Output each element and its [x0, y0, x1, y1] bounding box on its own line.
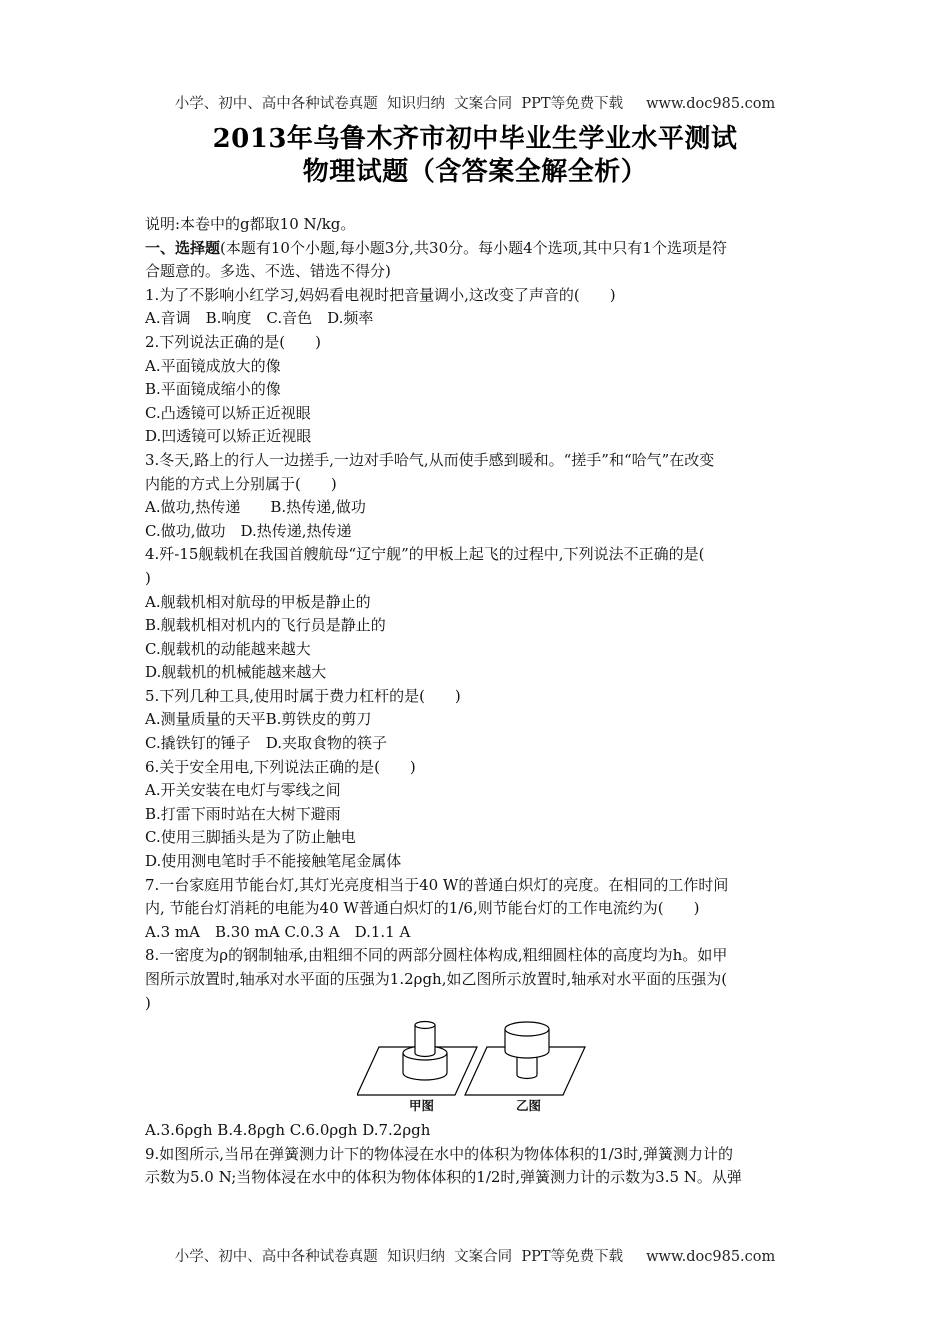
- question-8-cont: 图所示放置时,轴承对水平面的压强为1.2ρgh,如乙图所示放置时,轴承对水平面的压强为(: [145, 970, 728, 988]
- exam-note: 说明:本卷中的g都取10 N/kg。: [145, 215, 356, 233]
- question-1-options: A.音调 B.响度 C.音色 D.频率: [145, 309, 374, 328]
- question-1: 1.为了不影响小红学习,妈妈看电视时把音量调小,这改变了声音的( ): [145, 285, 616, 304]
- question-5-options-ab: A.测量质量的天平B.剪铁皮的剪刀: [145, 710, 372, 729]
- question-4-option-c: C.舰载机的动能越来越大: [145, 639, 311, 658]
- question-5-options-cd: C.撬铁钉的锤子 D.夹取食物的筷子: [145, 734, 387, 753]
- page-footer: 小学、初中、高中各种试卷真题 知识归纳 文案合同 PPT等免费下载 www.doc985.com: [174, 1249, 776, 1265]
- document-subtitle: 物理试题（含答案全解全析）: [302, 157, 648, 187]
- question-8-cont2: ): [145, 993, 151, 1012]
- section-description: (本题有10个小题,每小题3分,共30分。每小题4个选项,其中只有1个选项是符: [220, 238, 727, 257]
- question-5: 5.下列几种工具,使用时属于费力杠杆的是( ): [145, 686, 461, 705]
- page-header: 小学、初中、高中各种试卷真题 知识归纳 文案合同 PPT等免费下载 www.doc985.com: [174, 96, 776, 112]
- figure-caption-jia: 甲图: [409, 1098, 435, 1114]
- question-4-cont: ): [145, 568, 151, 587]
- question-9: 9.如图所示,当吊在弹簧测力计下的物体浸在水中的体积为物体体积的1/3时,弹簧测力计的: [145, 1144, 733, 1163]
- section-label: 一、选择题: [145, 238, 221, 257]
- question-3-options-ab: A.做功,热传递 B.热传递,做功: [145, 498, 366, 517]
- question-6-option-a: A.开关安装在电灯与零线之间: [145, 781, 341, 800]
- question-8: 8.一密度为ρ的钢制轴承,由粗细不同的两部分圆柱体构成,粗细圆柱体的高度均为h。如甲: [145, 946, 728, 965]
- question-9-cont: 示数为5.0 N;当物体浸在水中的体积为物体体积的1/2时,弹簧测力计的示数为3.5 N。从弹: [145, 1168, 742, 1187]
- question-2-option-c: C.凸透镜可以矫正近视眼: [145, 403, 311, 422]
- question-2-option-d: D.凹透镜可以矫正近视眼: [145, 427, 312, 446]
- exam-body: [145, 213, 810, 1190]
- question-2: 2.下列说法正确的是( ): [145, 332, 322, 351]
- figure-caption-yi: 乙图: [516, 1098, 542, 1114]
- question-3-options-cd: C.做功,做功 D.热传递,热传递: [145, 521, 352, 540]
- question-6-option-b: B.打雷下雨时站在大树下避雨: [145, 804, 341, 823]
- question-6-option-d: D.使用测电笔时手不能接触笔尾金属体: [145, 852, 402, 871]
- question-4: 4.歼-15舰载机在我国首艘航母“辽宁舰”的甲板上起飞的过程中,下列说法不正确的是(: [145, 545, 705, 564]
- question-6: 6.关于安全用电,下列说法正确的是( ): [145, 757, 416, 776]
- question-7-options: A.3 mA B.30 mA C.0.3 A D.1.1 A: [145, 922, 411, 941]
- section-description-cont: 合题意的。多选、不选、错选不得分): [145, 262, 391, 281]
- question-4-option-d: D.舰载机的机械能越来越大: [145, 663, 327, 682]
- question-8-options: A.3.6ρgh B.4.8ρgh C.6.0ρgh D.7.2ρgh: [145, 1121, 431, 1140]
- question-7-cont: 内, 节能台灯消耗的电能为40 W普通白炽灯的1/6,则节能台灯的工作电流约为( ): [145, 899, 700, 918]
- question-4-option-a: A.舰载机相对航母的甲板是静止的: [145, 592, 371, 611]
- question-7: 7.一台家庭用节能台灯,其灯光亮度相当于40 W的普通白炽灯的亮度。在相同的工作时间: [145, 875, 729, 894]
- question-4-option-b: B.舰载机相对机内的飞行员是静止的: [145, 616, 386, 635]
- question-2-option-b: B.平面镜成缩小的像: [145, 380, 281, 399]
- thin-cylinder-left: [415, 1025, 435, 1057]
- question-3: 3.冬天,路上的行人一边搓手,一边对手哈气,从而使手感到暖和。“搓手”和“哈气”在改变: [145, 450, 715, 469]
- bearing-figure: [145, 1017, 810, 1117]
- question-6-option-c: C.使用三脚插头是为了防止触电: [145, 828, 356, 847]
- document-title: 2013年乌鲁木齐市初中毕业生学业水平测试: [212, 124, 738, 154]
- question-2-option-a: A.平面镜成放大的像: [145, 356, 281, 375]
- question-3-cont: 内能的方式上分别属于( ): [145, 474, 337, 493]
- section-heading: [145, 237, 810, 261]
- bearing-diagram: [357, 1017, 587, 1097]
